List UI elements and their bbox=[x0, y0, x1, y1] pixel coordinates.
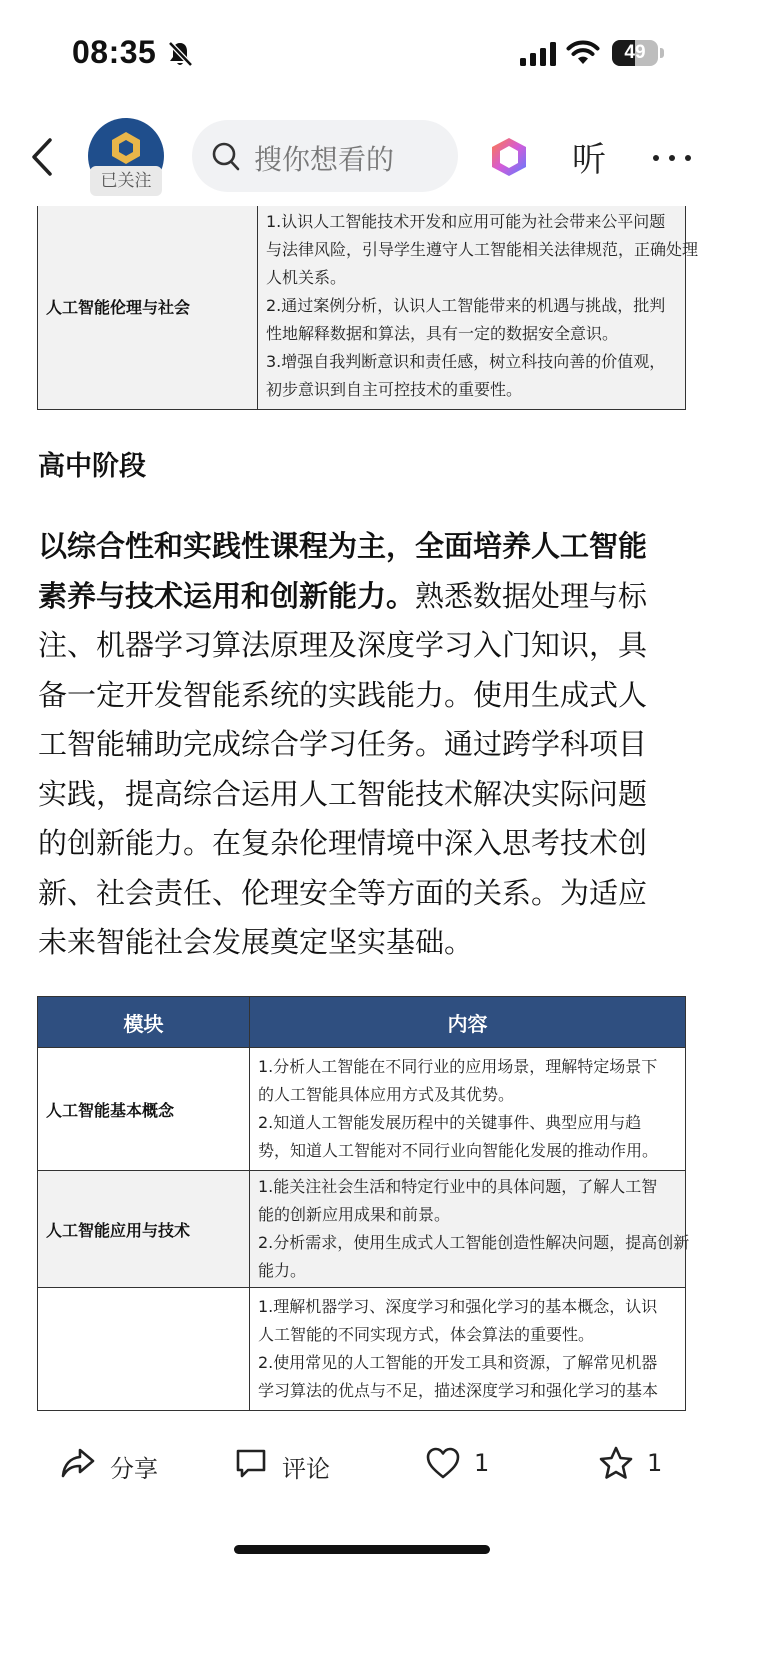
content-line: 与法律风险，引导学生遵守人工智能相关法律规范，正确处理 bbox=[266, 240, 699, 259]
body-line: 的创新能力。在复杂伦理情境中深入思考技术创 bbox=[38, 826, 648, 860]
content-line: 1.理解机器学习、深度学习和强化学习的基本概念，认识 bbox=[258, 1297, 658, 1316]
body-line: 工智能辅助完成综合学习任务。通过跨学科项目 bbox=[38, 727, 648, 761]
back-icon[interactable] bbox=[28, 136, 58, 178]
follow-badge[interactable]: 已关注 bbox=[90, 166, 162, 196]
body-line: 未来智能社会发展奠定坚实基础。 bbox=[38, 925, 474, 959]
search-input[interactable] bbox=[192, 120, 458, 192]
comment-icon bbox=[234, 1446, 268, 1480]
share-icon bbox=[60, 1446, 96, 1480]
ai-assistant-icon[interactable] bbox=[488, 136, 530, 178]
content-line: 能的创新应用成果和前景。 bbox=[258, 1205, 451, 1224]
body-line: 注、机器学习算法原理及深度学习入门知识，具 bbox=[38, 628, 648, 662]
battery-icon bbox=[612, 40, 664, 66]
column-header: 内容 bbox=[250, 997, 686, 1048]
module-cell: 人工智能伦理与社会 bbox=[38, 206, 258, 410]
content-line: 人工智能的不同实现方式，体会算法的重要性。 bbox=[258, 1325, 595, 1344]
body-line: 新、社会责任、伦理安全等方面的关系。为适应 bbox=[38, 875, 648, 910]
content-line: 2.分析需求，使用生成式人工智能创造性解决问题，提高创新 bbox=[258, 1233, 690, 1252]
content-cell bbox=[250, 1048, 686, 1171]
table-row bbox=[38, 206, 686, 410]
module-cell: 人工智能应用与技术 bbox=[38, 1171, 250, 1288]
hexagon-logo-icon bbox=[108, 130, 144, 166]
table-header-row bbox=[38, 997, 686, 1048]
share-label: 分享 bbox=[110, 1455, 158, 1483]
content-line: 1.能关注社会生活和特定行业中的具体问题，了解人工智 bbox=[258, 1177, 658, 1196]
comment-label: 评论 bbox=[282, 1455, 330, 1483]
search-placeholder: 搜你想看的 bbox=[254, 143, 395, 176]
status-bar bbox=[0, 0, 769, 108]
share-button[interactable] bbox=[60, 1446, 170, 1482]
like-count: 1 bbox=[474, 1449, 490, 1477]
content-line: 能力。 bbox=[258, 1261, 307, 1280]
body-text: 熟悉数据处理与标 bbox=[415, 578, 648, 613]
content-cell bbox=[258, 206, 699, 410]
body-line bbox=[38, 522, 678, 572]
heart-icon bbox=[425, 1446, 461, 1480]
battery-level: 49 bbox=[624, 42, 646, 63]
module-cell: 人工智能基本概念 bbox=[38, 1048, 250, 1171]
section-body bbox=[38, 522, 678, 968]
content-line: 的人工智能具体应用方式及其优势。 bbox=[258, 1085, 515, 1104]
module-cell bbox=[38, 1288, 250, 1411]
listen-button[interactable]: 听 bbox=[572, 140, 606, 180]
table-row bbox=[38, 1288, 686, 1411]
content-line: 势，知道人工智能对不同行业向智能化发展的推动作用。 bbox=[258, 1141, 659, 1160]
body-bold-text: 素养与技术运用和创新能力。 bbox=[38, 578, 416, 613]
content-line: 2.使用常见的人工智能的开发工具和资源，了解常见机器 bbox=[258, 1353, 658, 1372]
content-line: 3.增强自我判断意识和责任感，树立科技向善的价值观， bbox=[266, 352, 666, 371]
comment-button[interactable] bbox=[234, 1446, 344, 1482]
content-line: 人机关系。 bbox=[266, 268, 347, 287]
curriculum-table-middle-school bbox=[37, 206, 699, 410]
body-line: 备一定开发智能系统的实践能力。使用生成式人 bbox=[38, 677, 648, 712]
article-content bbox=[0, 206, 769, 1416]
body-bold-text: 以综合性和实践性课程为主，全面培养人工智能 bbox=[38, 529, 648, 563]
table-row bbox=[38, 1048, 686, 1171]
signal-icon bbox=[520, 42, 556, 66]
content-line: 1.认识人工智能技术开发和应用可能为社会带来公平问题 bbox=[266, 212, 666, 231]
content-line: 2.知道人工智能发展历程中的关键事件、典型应用与趋 bbox=[258, 1113, 642, 1132]
body-line bbox=[38, 572, 678, 622]
content-line: 初步意识到自主可控技术的重要性。 bbox=[266, 380, 523, 399]
bottom-action-bar bbox=[0, 1416, 769, 1665]
like-button[interactable] bbox=[425, 1446, 505, 1482]
column-header: 模块 bbox=[38, 997, 250, 1048]
author-avatar[interactable] bbox=[88, 118, 164, 194]
search-icon bbox=[212, 142, 240, 172]
content-line: 1.分析人工智能在不同行业的应用场景，理解特定场景下 bbox=[258, 1057, 658, 1076]
content-line: 学习算法的优点与不足，描述深度学习和强化学习的基本 bbox=[258, 1381, 659, 1400]
table-row bbox=[38, 1171, 686, 1288]
nav-bar bbox=[0, 110, 769, 206]
bell-muted-icon bbox=[166, 40, 194, 68]
favorite-button[interactable] bbox=[598, 1446, 678, 1482]
content-line: 2.通过案例分析，认识人工智能带来的机遇与挑战，批判 bbox=[266, 296, 666, 315]
body-line: 实践，提高综合运用人工智能技术解决实际问题 bbox=[38, 776, 648, 811]
content-line: 性地解释数据和算法，具有一定的数据安全意识。 bbox=[266, 324, 619, 343]
more-icon[interactable] bbox=[652, 154, 692, 162]
status-time: 08:35 bbox=[72, 34, 157, 70]
content-cell bbox=[250, 1171, 690, 1288]
content-cell bbox=[250, 1288, 686, 1411]
favorite-count: 1 bbox=[647, 1449, 663, 1477]
section-title: 高中阶段 bbox=[38, 451, 146, 482]
wifi-icon bbox=[566, 40, 600, 66]
star-icon bbox=[598, 1446, 634, 1480]
curriculum-table-high-school bbox=[37, 996, 690, 1411]
home-indicator bbox=[234, 1545, 490, 1554]
